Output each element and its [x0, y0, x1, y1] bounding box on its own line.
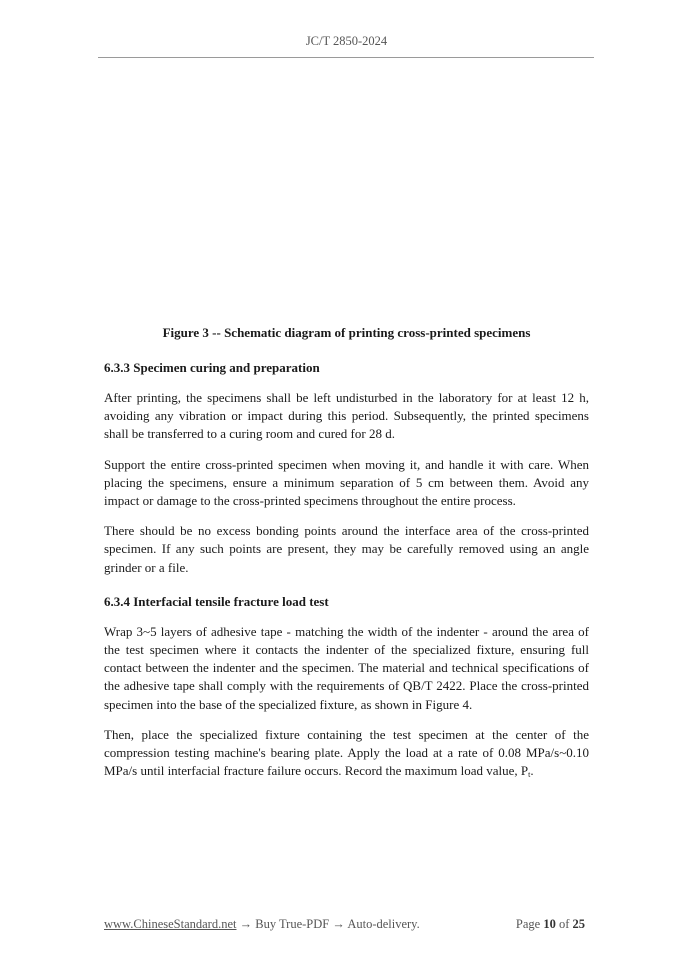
header-rule: [98, 57, 594, 58]
page-body: [104, 323, 589, 782]
footer-links: [104, 917, 420, 932]
delivery-text: Auto-delivery.: [347, 917, 420, 931]
site-link[interactable]: www.ChineseStandard.net: [104, 917, 237, 931]
of-word: of: [558, 917, 570, 931]
section-heading-6-3-4: 6.3.4 Interfacial tensile fracture load test: [104, 593, 329, 609]
figure-caption: Figure 3 -- Schematic diagram of printing cross-printed specimens: [162, 325, 531, 340]
paragraph: Wrap 3~5 layers of adhesive tape - matching the width of the indenter - around the area of the test specimen where it contacts the indenter of the specialized fixture, ensuring full contact between the indenter and the specimen. The material and technical specifications of the adhesive tape shall comply with the requirements of QB/T 2422. Place the cross-printed specimen into the base of the specialized fixture, as shown in Figure 4.: [104, 623, 589, 712]
section-heading-6-3-3: 6.3.3 Specimen curing and preparation: [104, 360, 320, 375]
paragraph-max-load: [104, 726, 589, 783]
page-total: 25: [572, 917, 585, 931]
paragraph-text: Then, place the specialized fixture containing the test specimen at the center of the compression testing machine's bearing plate. Apply the load at a rate of 0.08 MPa/s~0.10 MPa/s until interfacial fracture failure occurs. Record the maximum load value, P: [104, 726, 589, 779]
page-word: Page: [515, 917, 541, 931]
paragraph: There should be no excess bonding points around the interface area of the cross-printed specimen. If any such points are present, they may be carefully removed using an angle grinder or a file.: [104, 523, 589, 575]
page-number: [516, 917, 585, 932]
buy-text: Buy True-PDF: [255, 917, 330, 931]
arrow-right-icon: →: [239, 917, 253, 931]
subscript-t: t: [528, 770, 531, 780]
running-header: JC/T 2850-2024: [305, 34, 388, 48]
paragraph-end: .: [530, 763, 534, 779]
page-current: 10: [543, 917, 556, 931]
arrow-right-icon: →: [332, 917, 345, 931]
paragraph: After printing, the specimens shall be left undisturbed in the laboratory for at least 12 h, avoiding any vibration or impact during this period. Subsequently, the printed specimens shall be transferred to a curing room and cured for 28 d.: [104, 390, 589, 442]
paragraph: Support the entire cross-printed specimen when moving it, and handle it with care. When placing the specimens, ensure a minimum separation of 5 cm between them. Avoid any impact or damage to the cross-printed specimens throughout the entire process.: [104, 456, 589, 509]
